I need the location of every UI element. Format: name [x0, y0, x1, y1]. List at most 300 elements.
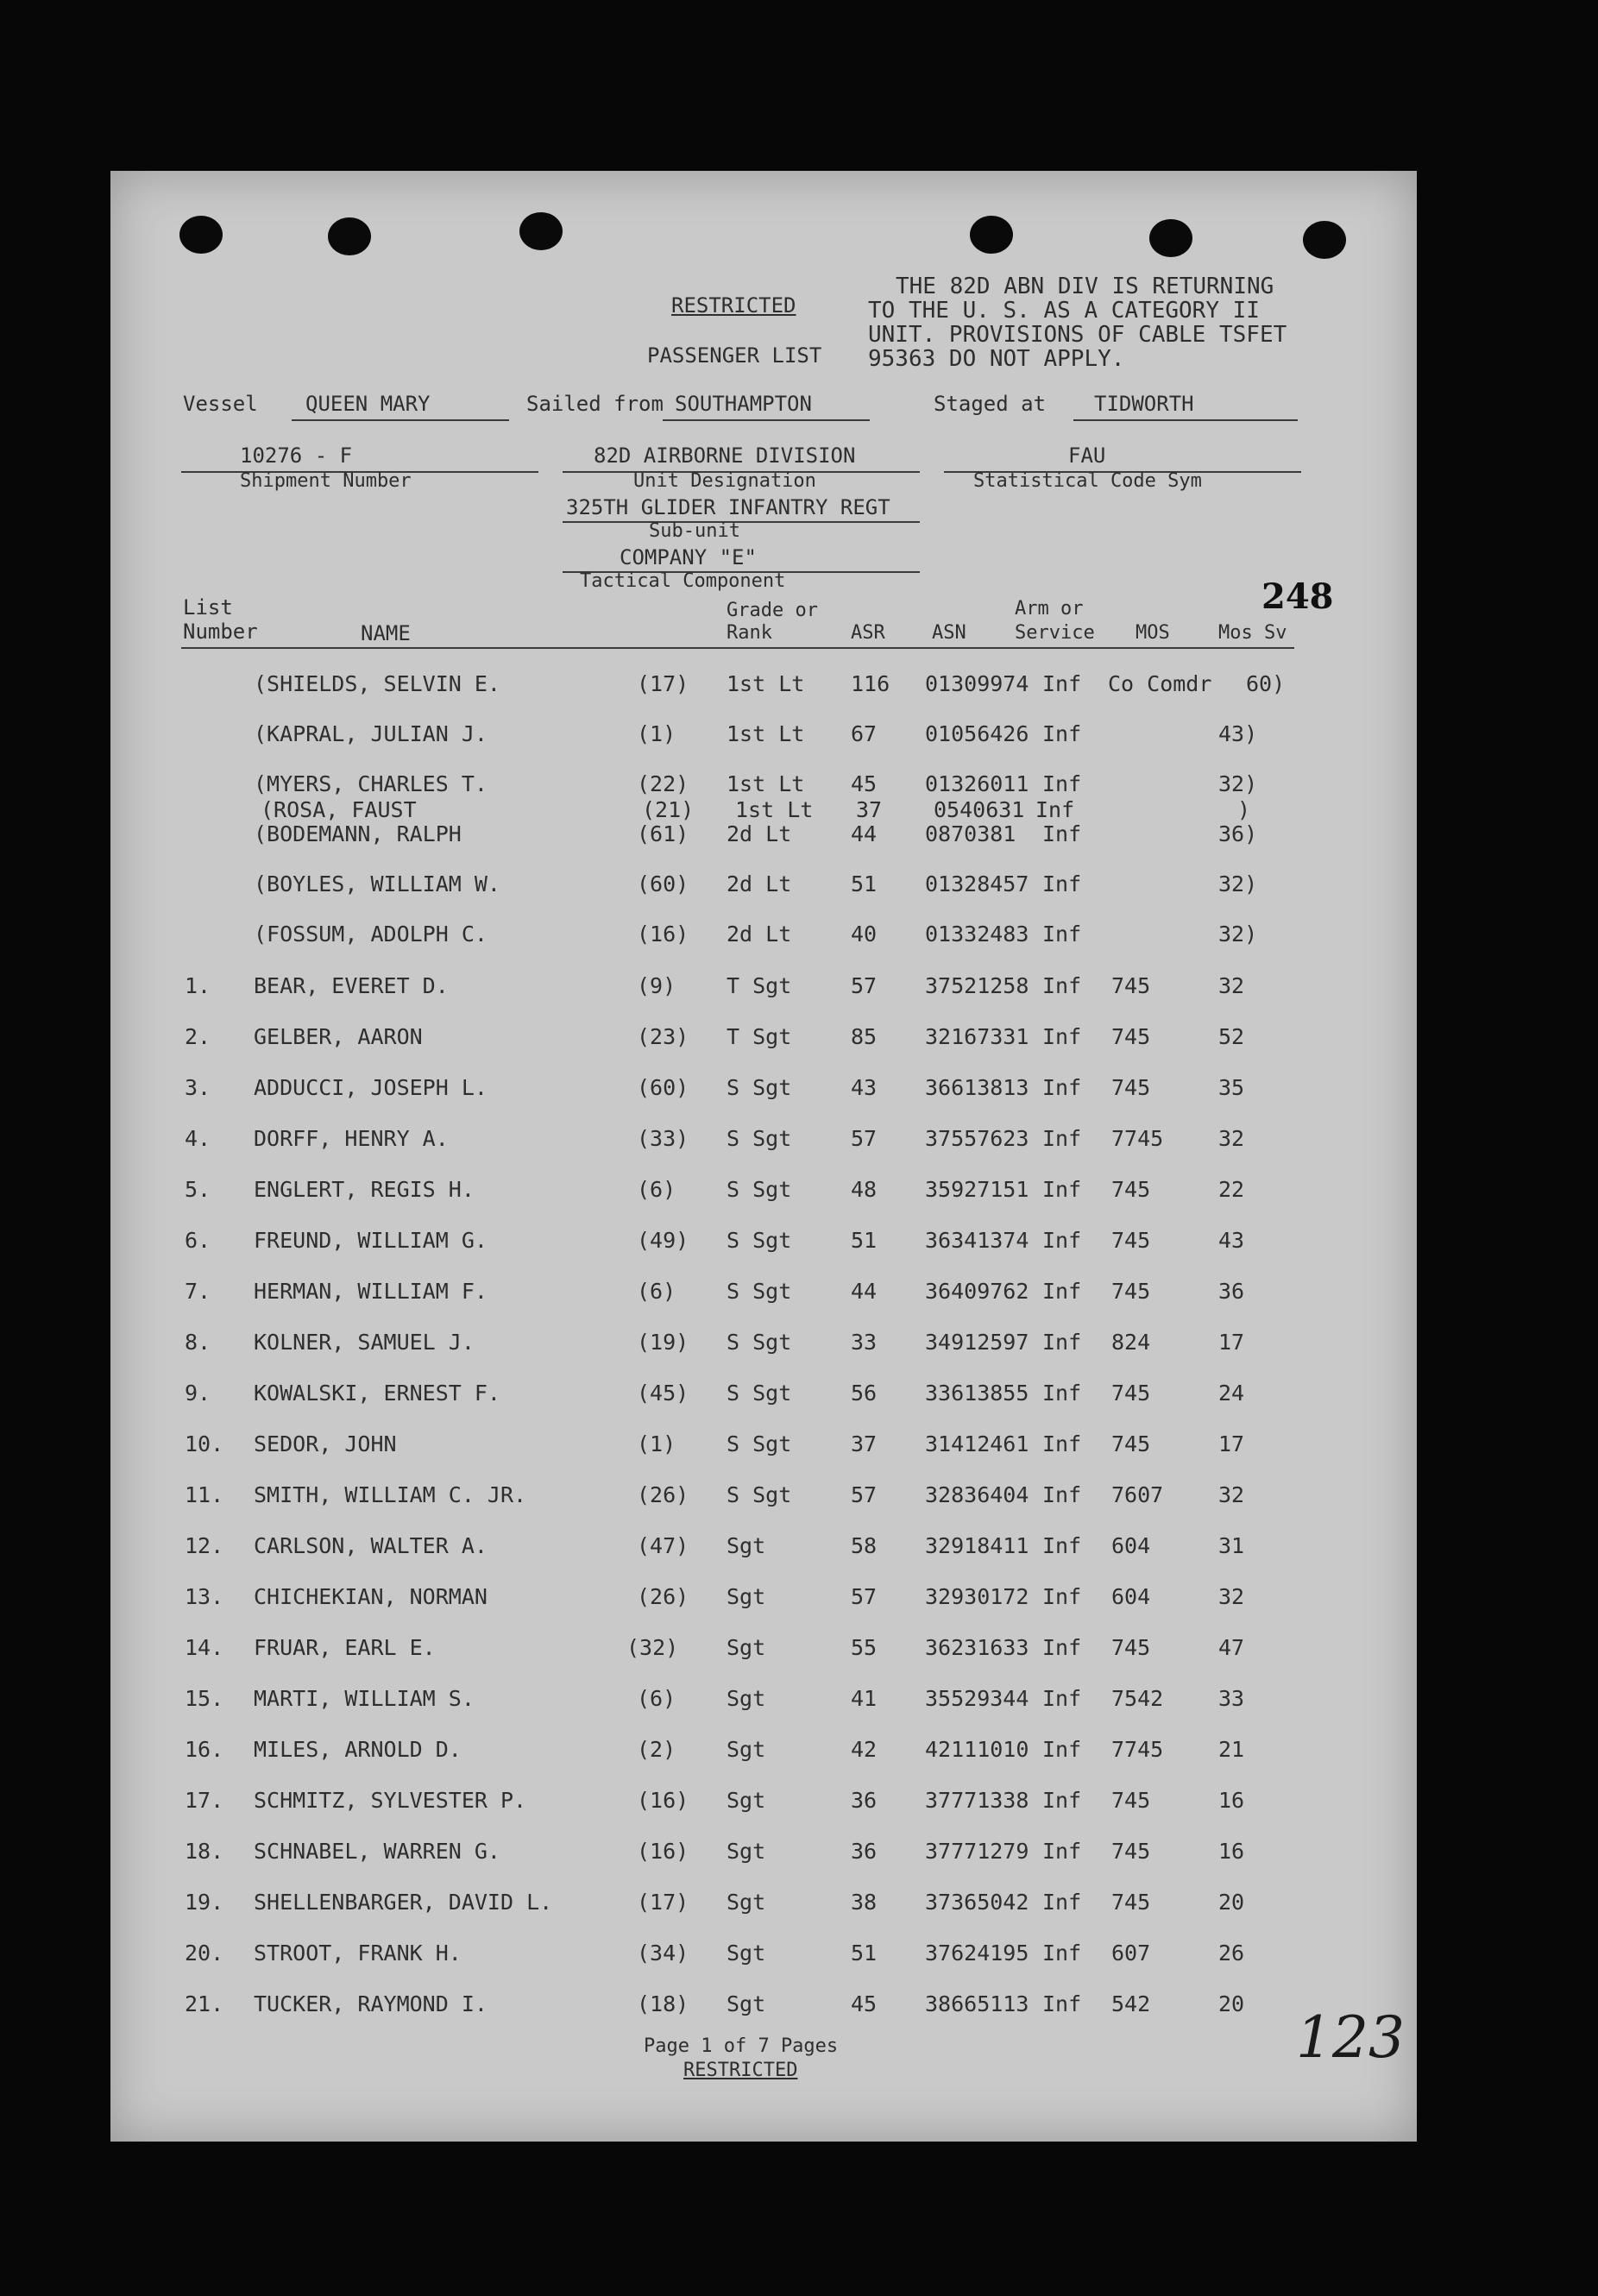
row-rank: 1st Lt: [727, 771, 805, 796]
row-rank: S Sgt: [727, 1126, 792, 1151]
table-row: [110, 1939, 1417, 1968]
row-number: 11.: [185, 1482, 224, 1507]
row-asr: 37: [851, 1431, 878, 1456]
return-note-line: UNIT. PROVISIONS OF CABLE TSFET: [868, 322, 1287, 348]
table-row: [110, 1328, 1417, 1357]
punch-hole: [970, 216, 1013, 254]
shipment-number: 10276 - F: [240, 443, 353, 468]
row-rank: Sgt: [727, 1737, 766, 1762]
table-row: [110, 820, 1417, 849]
punch-hole: [519, 212, 563, 250]
row-name: (SHIELDS, SELVIN E.: [254, 671, 500, 696]
row-number: 1.: [185, 973, 211, 998]
row-asr: 57: [851, 1482, 878, 1507]
row-arm: Inf: [1042, 1126, 1082, 1151]
row-rank: T Sgt: [727, 973, 792, 998]
row-arm: Inf: [1042, 1839, 1082, 1864]
row-number: 3.: [185, 1075, 211, 1100]
row-mos: 7607: [1111, 1482, 1164, 1507]
row-arm: Inf: [1042, 1024, 1082, 1049]
row-asn: 34912597: [925, 1330, 1029, 1355]
row-sv: 32): [1218, 922, 1258, 947]
row-asn: 36613813: [925, 1075, 1029, 1100]
row-mos: 745: [1111, 1075, 1151, 1100]
row-name: SMITH, WILLIAM C. JR.: [254, 1482, 527, 1507]
row-code: (26): [637, 1482, 689, 1507]
table-row: [110, 1532, 1417, 1561]
row-rank: S Sgt: [727, 1482, 792, 1507]
table-row: [110, 920, 1417, 949]
row-number: 9.: [185, 1381, 211, 1406]
sailed-from-label: Sailed from: [526, 392, 664, 416]
sailed-rule: [663, 419, 870, 421]
row-sv: 17: [1218, 1330, 1245, 1355]
row-rank: Sgt: [727, 1788, 766, 1813]
row-rank: 1st Lt: [735, 797, 814, 822]
row-arm: Inf: [1042, 821, 1082, 846]
row-asr: 57: [851, 1584, 878, 1609]
table-row: [110, 1786, 1417, 1815]
row-asn: 33613855: [925, 1381, 1029, 1406]
row-arm: Inf: [1042, 1788, 1082, 1813]
row-asr: 33: [851, 1330, 878, 1355]
unit-designation: 82D AIRBORNE DIVISION: [594, 443, 856, 468]
row-asr: 57: [851, 1126, 878, 1151]
row-code: (6): [637, 1177, 676, 1202]
row-sv: ): [1237, 797, 1251, 822]
restricted-footer: RESTRICTED: [683, 2060, 798, 2081]
row-mos: 745: [1111, 1431, 1151, 1456]
row-mos: 824: [1111, 1330, 1151, 1355]
row-sv: 32: [1218, 1126, 1245, 1151]
row-asn: 42111010: [925, 1737, 1029, 1762]
staged-rule: [1073, 419, 1298, 421]
row-asr: 58: [851, 1533, 878, 1558]
row-sv: 20: [1218, 1890, 1245, 1915]
row-asn: 37624195: [925, 1941, 1029, 1966]
row-mos: 7745: [1111, 1126, 1164, 1151]
row-code: (60): [637, 871, 689, 896]
row-arm: Inf: [1042, 1177, 1082, 1202]
row-sv: 32: [1218, 1482, 1245, 1507]
row-number: 2.: [185, 1024, 211, 1049]
row-asn: 35529344: [925, 1686, 1029, 1711]
row-name: SCHNABEL, WARREN G.: [254, 1839, 500, 1864]
tactical-label: Tactical Component: [580, 570, 786, 592]
row-code: (23): [637, 1024, 689, 1049]
row-mos: 745: [1111, 1788, 1151, 1813]
row-arm: Inf: [1042, 1533, 1082, 1558]
row-asn: 01328457: [925, 871, 1029, 896]
row-asn: 01309974: [925, 671, 1029, 696]
row-number: 15.: [185, 1686, 224, 1711]
handwritten-number: 123: [1296, 2004, 1405, 2071]
row-sv: 20: [1218, 1991, 1245, 2016]
row-asn: 32836404: [925, 1482, 1029, 1507]
sub-unit-label: Sub-unit: [649, 520, 740, 542]
row-number: 18.: [185, 1839, 224, 1864]
vessel-rule: [292, 419, 509, 421]
row-rank: T Sgt: [727, 1024, 792, 1049]
row-asn: 31412461: [925, 1431, 1029, 1456]
row-arm: Inf: [1042, 1431, 1082, 1456]
row-name: FREUND, WILLIAM G.: [254, 1228, 488, 1253]
header-rule: [181, 647, 1294, 649]
row-code: (19): [637, 1330, 689, 1355]
row-asr: 43: [851, 1075, 878, 1100]
row-name: (BODEMANN, RALPH: [254, 821, 462, 846]
row-asn: 01326011: [925, 771, 1029, 796]
vessel-value: QUEEN MARY: [305, 392, 431, 416]
table-row: [110, 1582, 1417, 1612]
row-number: 19.: [185, 1890, 224, 1915]
row-name: (FOSSUM, ADOLPH C.: [254, 922, 488, 947]
row-name: (ROSA, FAUST: [261, 797, 417, 822]
row-asn: 01332483: [925, 922, 1029, 947]
row-asn: 37557623: [925, 1126, 1029, 1151]
row-asn: 35927151: [925, 1177, 1029, 1202]
document-page: [110, 171, 1417, 2142]
row-sv: 33: [1218, 1686, 1245, 1711]
row-mos: 604: [1111, 1533, 1151, 1558]
row-asr: 56: [851, 1381, 878, 1406]
row-name: SHELLENBARGER, DAVID L.: [254, 1890, 553, 1915]
col-service: Service: [1015, 622, 1095, 644]
row-arm: Inf: [1042, 1890, 1082, 1915]
row-code: (34): [637, 1941, 689, 1966]
col-asr: ASR: [851, 622, 885, 644]
row-code: (21): [642, 797, 695, 822]
row-rank: Sgt: [727, 1635, 766, 1660]
row-sv: 22: [1218, 1177, 1245, 1202]
row-code: (33): [637, 1126, 689, 1151]
row-name: STROOT, FRANK H.: [254, 1941, 462, 1966]
row-rank: 1st Lt: [727, 721, 805, 746]
row-asn: 38665113: [925, 1991, 1029, 2016]
vessel-label: Vessel: [183, 392, 258, 416]
row-mos: 607: [1111, 1941, 1151, 1966]
row-asr: 51: [851, 871, 878, 896]
row-code: (16): [637, 1788, 689, 1813]
row-name: SEDOR, JOHN: [254, 1431, 397, 1456]
row-name: (KAPRAL, JULIAN J.: [254, 721, 488, 746]
row-sv: 21: [1218, 1737, 1245, 1762]
row-mos: 745: [1111, 1890, 1151, 1915]
row-code: (6): [637, 1279, 676, 1304]
row-code: (61): [637, 821, 689, 846]
return-note-line: THE 82D ABN DIV IS RETURNING: [896, 274, 1274, 299]
row-asn: 37771338: [925, 1788, 1029, 1813]
row-sv: 32: [1218, 973, 1245, 998]
row-arm: Inf: [1042, 1075, 1082, 1100]
row-asr: 42: [851, 1737, 878, 1762]
row-sv: 60): [1246, 671, 1286, 696]
row-name: FRUAR, EARL E.: [254, 1635, 436, 1660]
row-mos: 7542: [1111, 1686, 1164, 1711]
row-arm: Inf: [1042, 671, 1082, 696]
table-row: [110, 770, 1417, 799]
sailed-from-value: SOUTHAMPTON: [675, 392, 812, 416]
table-row: [110, 1124, 1417, 1154]
row-rank: Sgt: [727, 1991, 766, 2016]
table-row: [110, 720, 1417, 749]
row-asr: 116: [851, 671, 890, 696]
staged-at-label: Staged at: [934, 392, 1047, 416]
row-arm: Inf: [1035, 797, 1075, 822]
row-number: 16.: [185, 1737, 224, 1762]
row-sv: 43): [1218, 721, 1258, 746]
row-code: (1): [637, 721, 676, 746]
col-rank: Rank: [727, 622, 772, 644]
row-number: 12.: [185, 1533, 224, 1558]
punch-hole: [179, 216, 223, 254]
row-asr: 41: [851, 1686, 878, 1711]
table-row: [110, 1837, 1417, 1866]
row-arm: Inf: [1042, 1330, 1082, 1355]
table-row: [110, 1226, 1417, 1255]
row-asr: 44: [851, 1279, 878, 1304]
row-asn: 36341374: [925, 1228, 1029, 1253]
row-rank: Sgt: [727, 1839, 766, 1864]
code-sym: FAU: [1068, 443, 1106, 468]
row-arm: Inf: [1042, 1381, 1082, 1406]
row-mos: 745: [1111, 1839, 1151, 1864]
row-mos: 745: [1111, 973, 1151, 998]
row-name: MILES, ARNOLD D.: [254, 1737, 462, 1762]
row-code: (22): [637, 771, 689, 796]
table-row: [110, 1481, 1417, 1510]
row-asn: 01056426: [925, 721, 1029, 746]
row-name: SCHMITZ, SYLVESTER P.: [254, 1788, 527, 1813]
col-asn: ASN: [932, 622, 966, 644]
row-code: (26): [637, 1584, 689, 1609]
row-sv: 17: [1218, 1431, 1245, 1456]
row-code: (6): [637, 1686, 676, 1711]
page-number: 248: [1261, 576, 1334, 617]
row-number: 8.: [185, 1330, 211, 1355]
row-code: (16): [637, 1839, 689, 1864]
row-asn: 0540631: [934, 797, 1025, 822]
col-mos-sv: Mos Sv: [1218, 622, 1287, 644]
tactical-component: COMPANY "E": [620, 545, 757, 569]
row-asr: 51: [851, 1228, 878, 1253]
row-sv: 47: [1218, 1635, 1245, 1660]
row-name: CHICHEKIAN, NORMAN: [254, 1584, 488, 1609]
row-number: 20.: [185, 1941, 224, 1966]
row-sv: 16: [1218, 1839, 1245, 1864]
row-asr: 67: [851, 721, 878, 746]
row-sv: 35: [1218, 1075, 1245, 1100]
row-sv: 43: [1218, 1228, 1245, 1253]
row-asn: 36409762: [925, 1279, 1029, 1304]
row-asn: 37771279: [925, 1839, 1029, 1864]
row-code: (17): [637, 671, 689, 696]
row-number: 7.: [185, 1279, 211, 1304]
row-code: (17): [637, 1890, 689, 1915]
row-name: TUCKER, RAYMOND I.: [254, 1991, 488, 2016]
table-row: [110, 1175, 1417, 1205]
row-name: CARLSON, WALTER A.: [254, 1533, 488, 1558]
row-mos: 745: [1111, 1024, 1151, 1049]
row-sv: 32: [1218, 1584, 1245, 1609]
table-row: [110, 1022, 1417, 1052]
row-arm: Inf: [1042, 1686, 1082, 1711]
return-note-line: 95363 DO NOT APPLY.: [868, 346, 1125, 372]
row-rank: S Sgt: [727, 1075, 792, 1100]
row-asn: 32918411: [925, 1533, 1029, 1558]
row-rank: Sgt: [727, 1686, 766, 1711]
table-row: [110, 870, 1417, 899]
row-mos: 745: [1111, 1635, 1151, 1660]
row-asr: 45: [851, 771, 878, 796]
row-asn: 32167331: [925, 1024, 1029, 1049]
shipment-label: Shipment Number: [240, 470, 412, 492]
row-name: (MYERS, CHARLES T.: [254, 771, 488, 796]
col-name: NAME: [361, 621, 411, 645]
row-arm: Inf: [1042, 1584, 1082, 1609]
row-asr: 45: [851, 1991, 878, 2016]
punch-hole: [1149, 219, 1192, 257]
row-rank: Sgt: [727, 1941, 766, 1966]
row-arm: Inf: [1042, 1228, 1082, 1253]
row-arm: Inf: [1042, 1941, 1082, 1966]
row-code: (1): [637, 1431, 676, 1456]
row-rank: 2d Lt: [727, 922, 792, 947]
table-row: [110, 1430, 1417, 1459]
row-code: (18): [637, 1991, 689, 2016]
row-mos: 604: [1111, 1584, 1151, 1609]
table-row: [110, 670, 1417, 699]
row-asr: 85: [851, 1024, 878, 1049]
return-note-line: TO THE U. S. AS A CATEGORY II: [868, 298, 1260, 324]
row-asn: 32930172: [925, 1584, 1029, 1609]
row-asr: 44: [851, 821, 878, 846]
row-arm: Inf: [1042, 922, 1082, 947]
row-asr: 40: [851, 922, 878, 947]
row-sv: 26: [1218, 1941, 1245, 1966]
row-arm: Inf: [1042, 1635, 1082, 1660]
row-rank: Sgt: [727, 1533, 766, 1558]
row-asr: 38: [851, 1890, 878, 1915]
row-number: 4.: [185, 1126, 211, 1151]
row-number: 21.: [185, 1991, 224, 2016]
row-asr: 36: [851, 1788, 878, 1813]
col-number: Number: [183, 620, 258, 644]
passenger-list-title: PASSENGER LIST: [647, 343, 822, 368]
row-rank: S Sgt: [727, 1177, 792, 1202]
row-mos: 745: [1111, 1177, 1151, 1202]
col-arm: Arm or: [1015, 598, 1084, 620]
row-code: (49): [637, 1228, 689, 1253]
code-label: Statistical Code Sym: [973, 470, 1202, 492]
row-asn: 37365042: [925, 1890, 1029, 1915]
row-number: 14.: [185, 1635, 224, 1660]
unit-label: Unit Designation: [633, 470, 816, 492]
row-sv: 36): [1218, 821, 1258, 846]
sub-unit-rule: [563, 521, 920, 523]
row-rank: S Sgt: [727, 1381, 792, 1406]
row-mos: 745: [1111, 1279, 1151, 1304]
row-name: GELBER, AARON: [254, 1024, 423, 1049]
row-arm: Inf: [1042, 1482, 1082, 1507]
row-asr: 57: [851, 973, 878, 998]
row-name: ENGLERT, REGIS H.: [254, 1177, 475, 1202]
row-rank: S Sgt: [727, 1228, 792, 1253]
row-name: HERMAN, WILLIAM F.: [254, 1279, 488, 1304]
row-number: 10.: [185, 1431, 224, 1456]
table-row: [110, 1888, 1417, 1917]
row-asn: 36231633: [925, 1635, 1029, 1660]
row-arm: Inf: [1042, 871, 1082, 896]
row-mos: Co Comdr: [1108, 671, 1212, 696]
row-name: DORFF, HENRY A.: [254, 1126, 449, 1151]
row-asr: 37: [856, 797, 883, 822]
table-row: [110, 1990, 1417, 2019]
table-row: [110, 1277, 1417, 1306]
restricted-header: RESTRICTED: [671, 293, 796, 318]
row-asr: 51: [851, 1941, 878, 1966]
table-row: [110, 1633, 1417, 1663]
table-row: [110, 1684, 1417, 1714]
row-name: (BOYLES, WILLIAM W.: [254, 871, 500, 896]
row-code: (45): [637, 1381, 689, 1406]
row-arm: Inf: [1042, 721, 1082, 746]
sub-unit: 325TH GLIDER INFANTRY REGT: [566, 495, 890, 519]
row-name: KOLNER, SAMUEL J.: [254, 1330, 475, 1355]
col-list: List: [183, 595, 233, 620]
row-asr: 55: [851, 1635, 878, 1660]
row-mos: 542: [1111, 1991, 1151, 2016]
row-rank: 1st Lt: [727, 671, 805, 696]
row-arm: Inf: [1042, 1737, 1082, 1762]
table-row: [110, 1735, 1417, 1764]
row-name: MARTI, WILLIAM S.: [254, 1686, 475, 1711]
table-row: [110, 972, 1417, 1001]
row-arm: Inf: [1042, 1279, 1082, 1304]
row-arm: Inf: [1042, 973, 1082, 998]
row-mos: 745: [1111, 1381, 1151, 1406]
punch-hole: [328, 217, 371, 255]
row-sv: 32): [1218, 771, 1258, 796]
row-sv: 52: [1218, 1024, 1245, 1049]
table-row: [110, 1379, 1417, 1408]
row-rank: 2d Lt: [727, 821, 792, 846]
col-mos: MOS: [1136, 622, 1170, 644]
row-code: (9): [637, 973, 676, 998]
row-rank: Sgt: [727, 1890, 766, 1915]
row-number: 6.: [185, 1228, 211, 1253]
staged-at-value: TIDWORTH: [1094, 392, 1194, 416]
row-asn: 0870381: [925, 821, 1016, 846]
row-number: 5.: [185, 1177, 211, 1202]
row-asr: 36: [851, 1839, 878, 1864]
table-row: [110, 1073, 1417, 1103]
row-arm: Inf: [1042, 771, 1082, 796]
row-code: (32): [626, 1635, 679, 1660]
row-arm: Inf: [1042, 1991, 1082, 2016]
row-mos: 745: [1111, 1228, 1151, 1253]
col-grade: Grade or: [727, 600, 818, 621]
page-of-pages: Page 1 of 7 Pages: [644, 2035, 839, 2057]
row-name: BEAR, EVERET D.: [254, 973, 449, 998]
row-rank: 2d Lt: [727, 871, 792, 896]
row-rank: S Sgt: [727, 1279, 792, 1304]
row-asn: 37521258: [925, 973, 1029, 998]
row-rank: S Sgt: [727, 1431, 792, 1456]
row-number: 13.: [185, 1584, 224, 1609]
punch-hole: [1303, 221, 1346, 259]
row-code: (2): [637, 1737, 676, 1762]
